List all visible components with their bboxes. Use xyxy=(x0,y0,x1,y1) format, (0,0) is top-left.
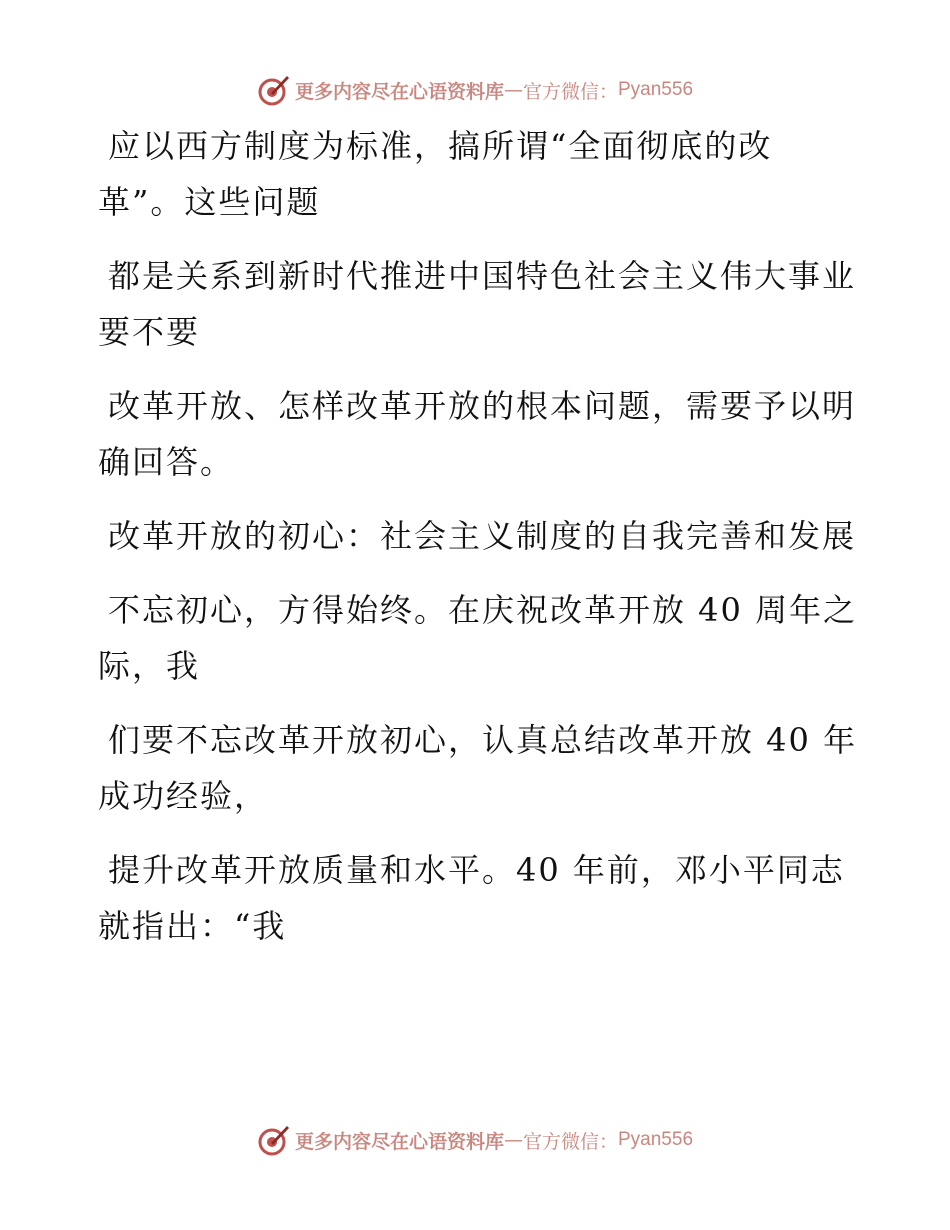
watermark-brand: 更多内容尽在心语资料库 xyxy=(294,1130,504,1153)
paragraph-5: 们要不忘改革开放初心，认真总结改革开放 40 年成功经验， xyxy=(98,721,858,815)
watermark-brand: 更多内容尽在心语资料库 xyxy=(294,80,504,103)
footer-watermark xyxy=(0,1120,950,1160)
watermark-dash: — xyxy=(503,1129,523,1151)
watermark-wechat-id: Pyan556 xyxy=(618,79,694,100)
watermark-official-label: 官方微信： xyxy=(522,1130,618,1153)
paragraph-4: 不忘初心，方得始终。在庆祝改革开放 40 周年之际，我 xyxy=(98,591,858,685)
paragraph-1: 应以西方制度为标准，搞所谓“全面彻底的改革”。这些问题 xyxy=(98,127,773,221)
section-heading: 改革开放的初心：社会主义制度的自我完善和发展 xyxy=(108,517,857,555)
header-watermark xyxy=(0,70,950,110)
watermark-official-label: 官方微信： xyxy=(522,80,618,103)
document-body xyxy=(98,118,858,972)
quill-seal-icon xyxy=(257,1123,291,1157)
paragraph-2: 都是关系到新时代推进中国特色社会主义伟大事业要不要 xyxy=(98,257,857,351)
paragraph-6: 提升改革开放质量和水平。40 年前，邓小平同志就指出：“我 xyxy=(98,851,845,945)
paragraph-3: 改革开放、怎样改革开放的根本问题，需要予以明确回答。 xyxy=(98,387,857,481)
watermark-wechat-id: Pyan556 xyxy=(618,1129,694,1150)
watermark-dash: — xyxy=(503,79,523,101)
quill-seal-icon xyxy=(257,73,291,107)
